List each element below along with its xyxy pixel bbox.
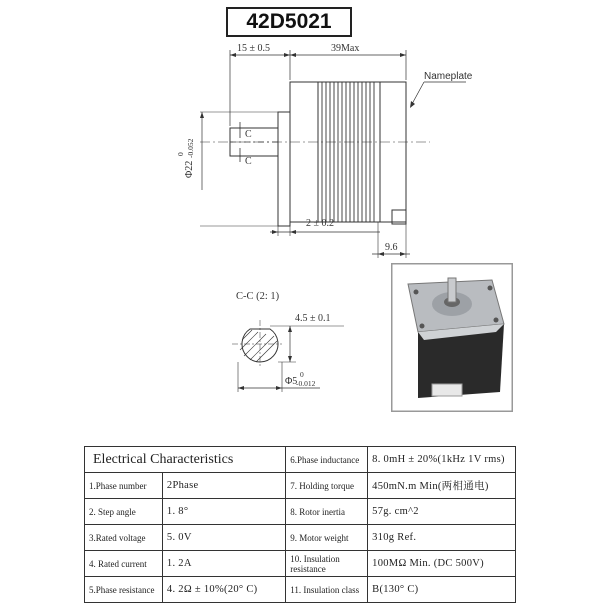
spec-value: 1. 2A xyxy=(162,551,285,577)
boss-diameter-main: Φ22 xyxy=(184,160,195,178)
rear-flange xyxy=(380,82,406,222)
spec-label: 11. Insulation class xyxy=(286,577,368,603)
spec-value: 5. 0V xyxy=(162,525,285,551)
spec-label: 4. Rated current xyxy=(85,551,163,577)
spec-value: 4. 2Ω ± 10%(20° C) xyxy=(162,577,285,603)
motor-photo xyxy=(391,263,513,412)
spec-label: 2. Step angle xyxy=(85,499,163,525)
table-row xyxy=(85,551,516,577)
table-row xyxy=(85,499,516,525)
spec-value: 1. 8° xyxy=(162,499,285,525)
nameplate-label: Nameplate xyxy=(424,71,473,82)
spec-value: 8. 0mH ± 20%(1kHz 1V rms) xyxy=(368,447,516,473)
spec-label: 9. Motor weight xyxy=(286,525,368,551)
spec-label: 10. Insulation resistance xyxy=(286,551,368,577)
table-row xyxy=(85,447,516,473)
spec-value: 100MΩ Min. (DC 500V) xyxy=(368,551,516,577)
boss-height-dim: 2 ± 0.2 xyxy=(306,218,334,229)
section-mark-c-bottom: C xyxy=(245,156,252,167)
table-header: Electrical Characteristics xyxy=(85,447,286,473)
boss-diameter-tol-top: 0 xyxy=(176,152,185,156)
section-hatch xyxy=(240,330,277,362)
front-flange xyxy=(290,82,318,222)
shaft-length-dim: 15 ± 0.5 xyxy=(237,43,270,54)
motor-body xyxy=(318,82,380,222)
electrical-characteristics-table xyxy=(84,446,516,603)
shaft-diameter-main: Φ5 xyxy=(285,376,298,387)
spec-value: 450mN.m Min(两相通电) xyxy=(368,473,516,499)
boss-outline xyxy=(278,112,290,226)
spec-label: 7. Holding torque xyxy=(286,473,368,499)
connector-dim: 9.6 xyxy=(385,242,398,253)
shaft-diameter-tol-bottom: -0.012 xyxy=(296,379,316,388)
body-fins xyxy=(322,82,374,222)
spec-value: B(130° C) xyxy=(368,577,516,603)
spec-value: 310g Ref. xyxy=(368,525,516,551)
body-length-dim: 39Max xyxy=(331,43,360,54)
section-mark-c-top: C xyxy=(245,129,252,140)
model-title: 42D5021 xyxy=(226,7,352,37)
spec-value: 2Phase xyxy=(162,473,285,499)
spec-label: 8. Rotor inertia xyxy=(286,499,368,525)
shaft-diameter-tol-top: 0 xyxy=(300,370,304,379)
table-row xyxy=(85,473,516,499)
table-row xyxy=(85,525,516,551)
spec-value: 57g. cm^2 xyxy=(368,499,516,525)
flat-dim: 4.5 ± 0.1 xyxy=(295,313,331,324)
table-row xyxy=(85,577,516,603)
section-title: C-C (2: 1) xyxy=(236,291,280,302)
spec-label: 3.Rated voltage xyxy=(85,525,163,551)
spec-label: 6.Phase inductance xyxy=(286,447,368,473)
boss-diameter-tol-bottom: -0.052 xyxy=(186,138,195,158)
spec-label: 1.Phase number xyxy=(85,473,163,499)
spec-label: 5.Phase resistance xyxy=(85,577,163,603)
